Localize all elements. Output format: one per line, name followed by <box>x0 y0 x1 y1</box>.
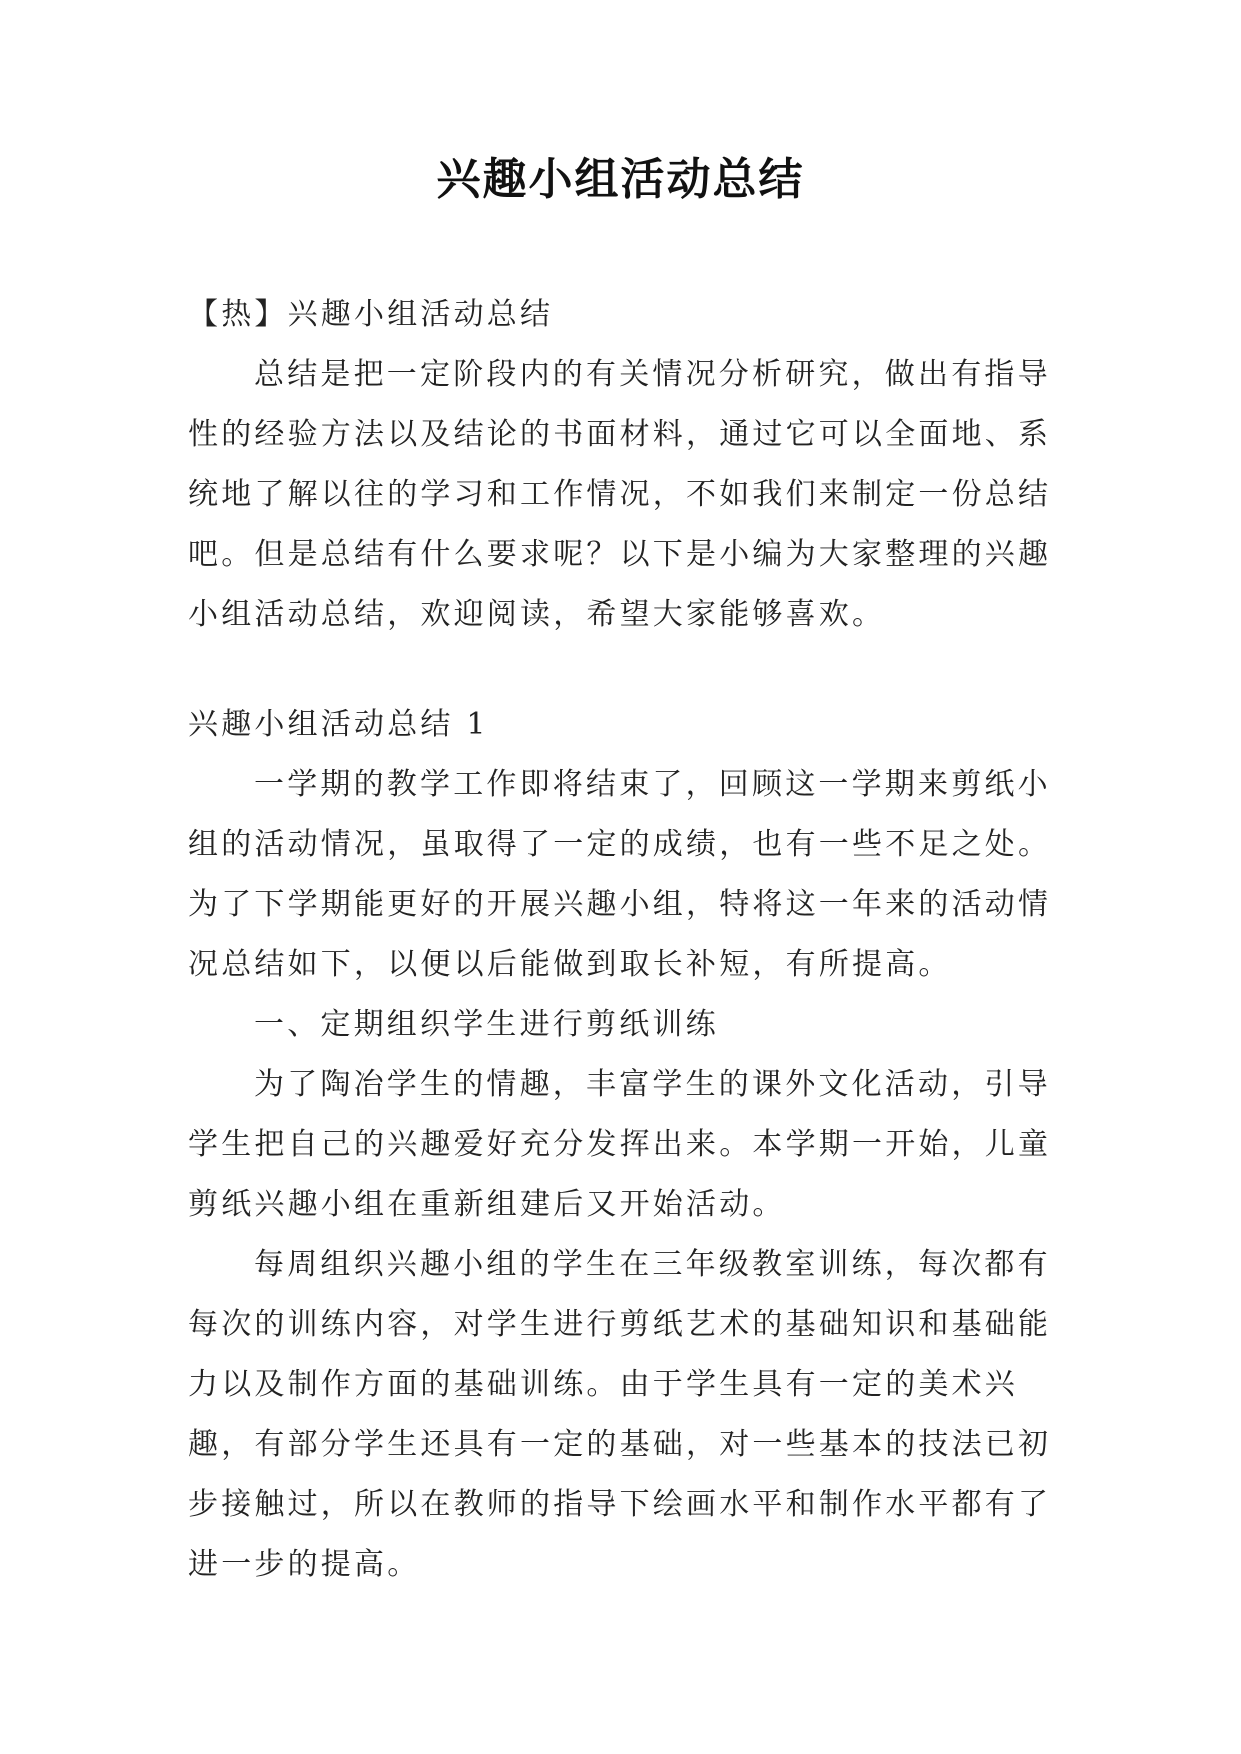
intro-heading: 【热】兴趣小组活动总结 <box>188 297 554 332</box>
section-1-block <box>188 695 1058 1595</box>
document-title: 兴趣小组活动总结 <box>436 154 805 205</box>
section-1-paragraph: 每周组织兴趣小组的学生在三年级教室训练，每次都有每次的训练内容，对学生进行剪纸艺术的基础知识和基础能力以及制作方面的基础训练。由于学生具有一定的美术兴趣，有部分学生还具有一定的基础，对一些基本的技法已初步接触过，所以在教师的指导下绘画水平和制作水平都有了进一步的提高。 <box>188 1247 1052 1582</box>
section-1-paragraph: 一学期的教学工作即将结束了，回顾这一学期来剪纸小组的活动情况，虽取得了一定的成绩，也有一些不足之处。为了下学期能更好的开展兴趣小组，特将这一年来的活动情况总结如下，以便以后能做到取长补短，有所提高。 <box>188 767 1052 982</box>
section-1-paragraph: 为了陶冶学生的情趣，丰富学生的课外文化活动，引导学生把自己的兴趣爱好充分发挥出来。本学期一开始，儿童剪纸兴趣小组在重新组建后又开始活动。 <box>188 1067 1052 1222</box>
section-1-subheading: 一、定期组织学生进行剪纸训练 <box>254 1007 719 1042</box>
intro-block <box>188 285 1058 645</box>
intro-paragraph: 总结是把一定阶段内的有关情况分析研究，做出有指导性的经验方法以及结论的书面材料，通过它可以全面地、系统地了解以往的学习和工作情况，不如我们来制定一份总结吧。但是总结有什么要求呢？以下是小编为大家整理的兴趣小组活动总结，欢迎阅读，希望大家能够喜欢。 <box>188 357 1052 632</box>
section-1-heading: 兴趣小组活动总结 1 <box>188 707 489 742</box>
